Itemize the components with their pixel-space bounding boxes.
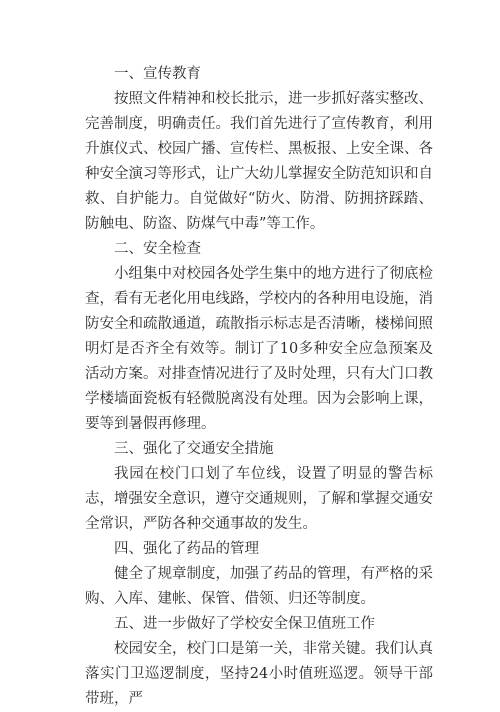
section-heading: 四、强化了药品的管理	[114, 541, 259, 557]
section-paragraph: 健全了规章制度，加强了药品的管理，有严格的采购、入库、建帐、保管、借领、归还等制度。	[85, 566, 433, 607]
section-medicine-management	[85, 537, 433, 612]
section-heading: 五、进一步做好了学校安全保卫值班工作	[114, 616, 375, 632]
section-paragraph: 小组集中对校园各处学生集中的地方进行了彻底检查，看有无老化用电线路，学校内的各种用电设施，消防安全和疏散通道，疏散指示标志是否清晰，楼梯间照明灯是否齐全有效等。制订了10多种安全应急预案及活动方案。对排查情况进行了及时处理，只有大门口教学楼墙面瓷板有轻微脱离没有处理。因为会影响上课，要等到暑假再修理。	[85, 266, 433, 432]
section-safety-inspection	[85, 237, 433, 437]
section-paragraph: 我园在校门口划了车位线，设置了明显的警告标志，增强安全意识，遵守交通规则，了解和掌握交通安全常识，严防各种交通事故的发生。	[85, 466, 433, 532]
section-paragraph: 按照文件精神和校长批示，进一步抓好落实整改、完善制度，明确责任。我们首先进行了宣传教育，利用升旗仪式、校园广播、宣传栏、黑板报、上安全课、各种安全演习等形式，让广大幼儿掌握安全防范知识和自救、自护能力。自觉做好“防火、防滑、防拥挤踩踏、防触电、防盗、防煤气中毒”等工作。	[85, 91, 433, 232]
section-paragraph: 校园安全，校门口是第一关，非常关键。我们认真落实门卫巡逻制度，坚持24小时值班巡逻。领导干部带班，严	[85, 641, 433, 707]
section-traffic-safety	[85, 437, 433, 537]
section-security-duty	[85, 612, 433, 712]
document-body	[85, 62, 433, 712]
section-heading: 一、宣传教育	[114, 66, 201, 82]
section-heading: 二、安全检查	[114, 241, 201, 257]
section-heading: 三、强化了交通安全措施	[114, 441, 274, 457]
section-publicity-education	[85, 62, 433, 237]
